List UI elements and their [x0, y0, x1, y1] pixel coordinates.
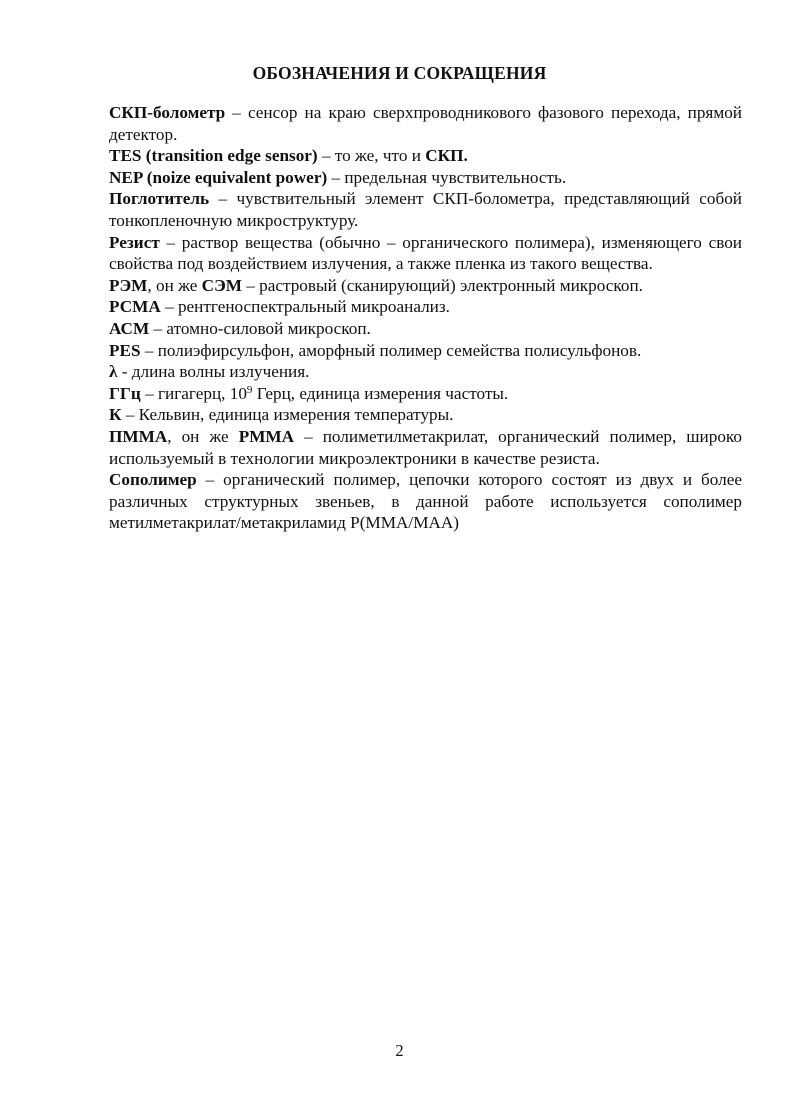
term-alias: СЭМ — [201, 275, 242, 295]
glossary-list — [109, 102, 742, 534]
term: ПММА — [109, 426, 168, 446]
term: К — [109, 405, 122, 425]
term: Сополимер — [109, 470, 197, 490]
term: РЭМ — [109, 275, 148, 295]
definition: органический полимер, цепочки которого состоят из двух и более различных структурных звеньев, в данной работе используется сополимер метилметакрилат/метакриламид P(MMA/MAA) — [109, 470, 742, 533]
glossary-entry-pmma: ПММА, он же PMMA – полиметилметакрилат, органический полимер, широко используемый в технологии микроэлектроники в качестве резиста. — [109, 426, 743, 468]
term: СКП-болометр — [109, 103, 226, 122]
definition: Кельвин, единица измерения температуры. — [138, 405, 454, 425]
exponent: 9 — [246, 383, 253, 396]
glossary-entry-lambda: λ - длина волны излучения. — [109, 362, 310, 382]
term-reference: СКП. — [425, 146, 468, 166]
term: NEP (noize equivalent power) — [109, 167, 328, 187]
definition: то же, что и — [334, 146, 426, 166]
definition: атомно-силовой микроскоп. — [166, 318, 371, 338]
page-number: 2 — [395, 1041, 404, 1060]
glossary-entry-pes: PES – полиэфирсульфон, аморфный полимер семейства полисульфонов. — [109, 340, 642, 360]
term: ГГц — [109, 383, 141, 403]
definition: Герц, единица измерения частоты. — [252, 383, 509, 403]
definition: сенсор на краю сверхпроводникового фазового перехода, прямой детектор. — [109, 103, 742, 144]
glossary-entry-skp-bolometer: СКП-болометр – сенсор на краю сверхпроводникового фазового перехода, прямой детектор. — [109, 103, 742, 144]
definition: чувствительный элемент СКП-болометра, представляющий собой тонкопленочную микроструктуру. — [109, 189, 742, 230]
term: Резист — [109, 232, 160, 252]
glossary-entry-tes: TES (transition edge sensor) – то же, что и СКП. — [109, 146, 468, 166]
glossary-entry-copolymer: Сополимер – органический полимер, цепочки которого состоят из двух и более различных структурных звеньев, в данной работе используется сополимер метилметакрилат/метакриламид P(MMA/MAA) — [109, 470, 742, 533]
definition: раствор вещества (обычно – органического полимера), изменяющего свои свойства под воздействием излучения, а также пленка из такого вещества. — [109, 232, 742, 274]
term: АСМ — [109, 318, 150, 338]
definition: длина волны излучения. — [131, 362, 310, 382]
glossary-entry-nep: NEP (noize equivalent power) – предельная чувствительность. — [109, 167, 567, 187]
term-alias: PMMA — [238, 426, 295, 446]
definition: предельная чувствительность. — [344, 167, 567, 187]
definition: растровый (сканирующий) электронный микроскоп. — [259, 275, 643, 295]
glossary-entry-absorber: Поглотитель – чувствительный элемент СКП-болометра, представляющий собой тонкопленочную микроструктуру. — [109, 189, 742, 230]
term: РСМА — [109, 297, 161, 317]
glossary-entry-kelvin: К – Кельвин, единица измерения температуры. — [109, 405, 454, 425]
definition: полиэфирсульфон, аморфный полимер семейства полисульфонов. — [157, 340, 642, 360]
definition: рентгеноспектральный микроанализ. — [177, 297, 450, 317]
definition-prefix: гигагерц, 10 — [157, 383, 247, 403]
term: Поглотитель — [109, 189, 210, 209]
glossary-entry-rsma: РСМА – рентгеноспектральный микроанализ. — [109, 297, 450, 317]
term: λ — [109, 362, 118, 382]
glossary-entry-asm: АСМ – атомно-силовой микроскоп. — [109, 318, 371, 338]
term: TES (transition edge sensor) — [109, 146, 318, 166]
glossary-entry-rem: РЭМ, он же СЭМ – растровый (сканирующий) электронный микроскоп. — [109, 275, 643, 295]
definition: полиметилметакрилат, органический полимер, широко используемый в технологии микроэлектроники в качестве резиста. — [109, 426, 743, 468]
term: PES — [109, 340, 141, 360]
glossary-entry-ghz: ГГц – гигагерц, $10^9$ Герц, единица измерения частоты. — [109, 383, 509, 403]
glossary-entry-resist: Резист – раствор вещества (обычно – органического полимера), изменяющего свои свойства под воздействием излучения, а также пленка из такого вещества. — [109, 232, 742, 274]
page-title: ОБОЗНАЧЕНИЯ И СОКРАЩЕНИЯ — [252, 63, 547, 83]
